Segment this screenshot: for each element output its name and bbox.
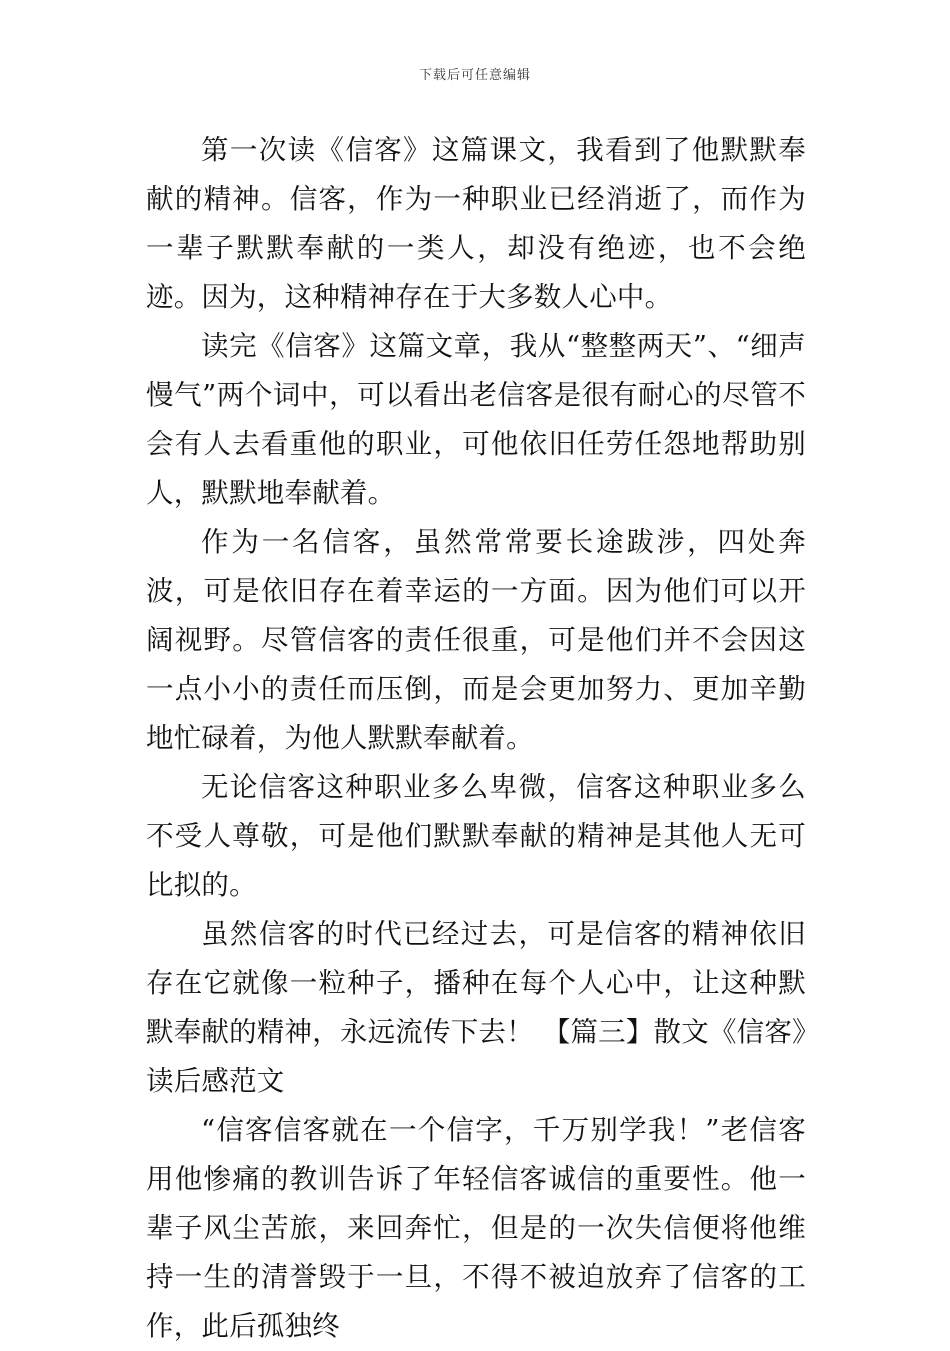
page-header: 下载后可任意编辑 [418,68,531,83]
paragraph-3: 作为一名信客，虽然常常要长途跋涉，四处奔波，可是依旧存在着幸运的一方面。因为他们可以开阔视野。尽管信客的责任很重，可是他们并不会因这一点小小的责任而压倒，而是会更加努力、更加辛勤地忙碌着，为他人默默奉献着。 [146,526,806,754]
paragraph-1: 第一次读《信客》这篇课文，我看到了他默默奉献的精神。信客，作为一种职业已经消逝了，而作为一辈子默默奉献的一类人，却没有绝迹，也不会绝迹。因为，这种精神存在于大多数人心中。 [146,134,806,313]
paragraph-2: 读完《信客》这篇文章，我从“整整两天”、“细声慢气”两个词中，可以看出老信客是很有耐心的尽管不会有人去看重他的职业，可他依旧任劳任怨地帮助别人，默默地奉献着。 [146,330,806,509]
paragraph-6: “信客信客就在一个信字，千万别学我！”老信客用他惨痛的教训告诉了年轻信客诚信的重要性。他一辈子风尘苦旅，来回奔忙，但是的一次失信便将他维持一生的清誉毁于一旦，不得不被迫放弃了信客的工作，此后孤独终 [146,1114,806,1342]
document-body [146,126,806,1351]
paragraph-5: 虽然信客的时代已经过去，可是信客的精神依旧存在它就像一粒种子，播种在每个人心中，让这种默默奉献的精神，永远流传下去！ 【篇三】散文《信客》读后感范文 [146,918,806,1097]
paragraph-4: 无论信客这种职业多么卑微，信客这种职业多么不受人尊敬，可是他们默默奉献的精神是其他人无可比拟的。 [146,771,806,901]
